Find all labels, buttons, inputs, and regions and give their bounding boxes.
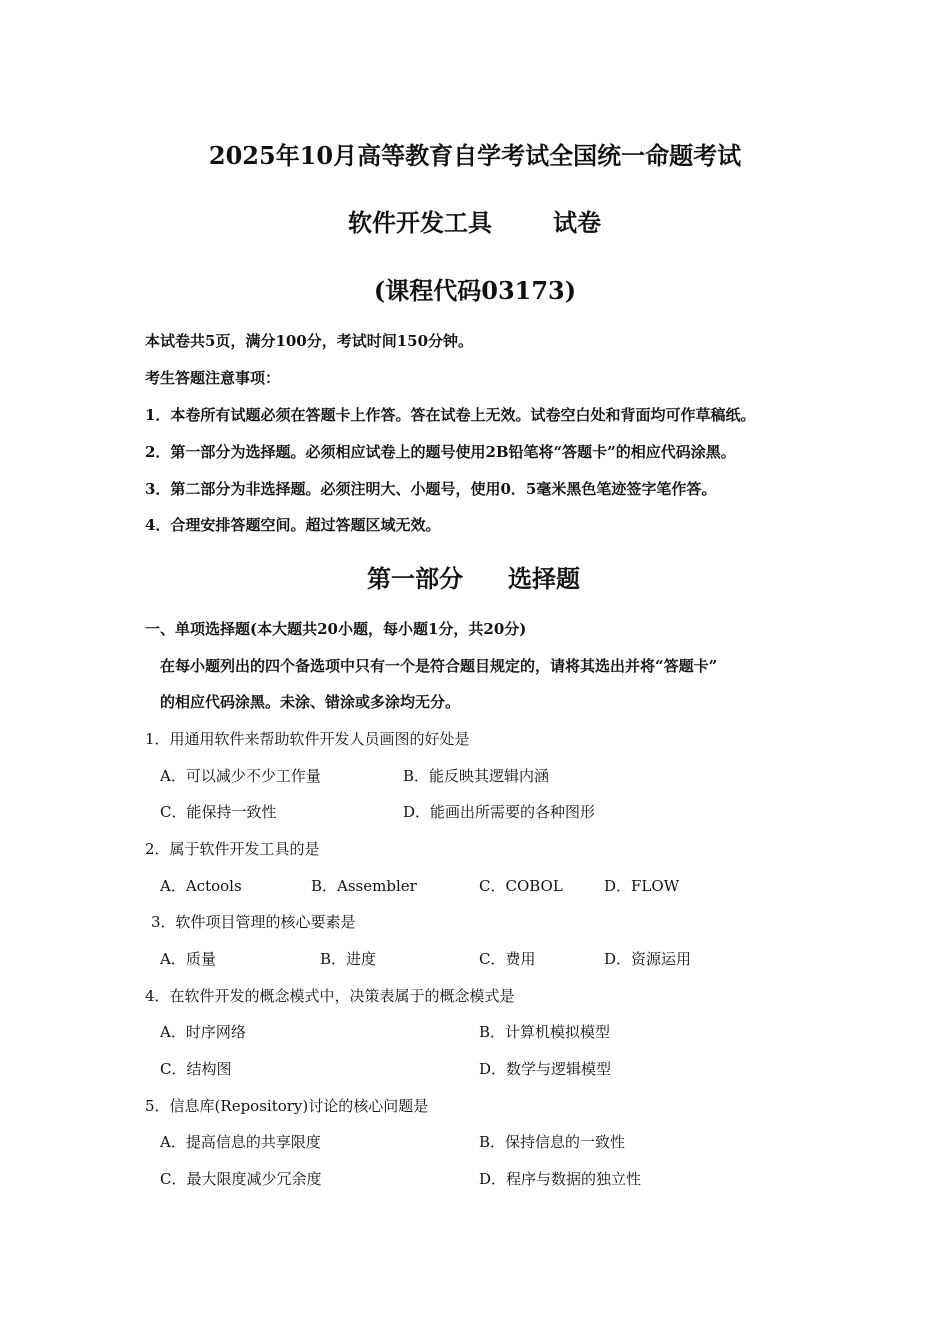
notice-item: 3．第二部分为非选择题。必须注明大、小题号，使用0．5毫米黑色笔迹签字笔作答。	[145, 480, 717, 498]
question-option: A．质量	[160, 950, 216, 968]
question-option: A．可以减少不少工作量	[160, 767, 321, 785]
question-option: C．COBOL	[479, 877, 563, 895]
question-option: B．计算机模拟模型	[479, 1023, 611, 1041]
exam-summary: 本试卷共5页，满分100分，考试时间150分钟。	[145, 332, 474, 350]
section-instruction: 的相应代码涂黑。未涂、错涂或多涂均无分。	[160, 693, 461, 711]
part-label: 第一部分	[367, 564, 463, 593]
question-option: C．结构图	[160, 1060, 232, 1078]
question-option: A．Actools	[160, 877, 242, 895]
question-stem: 5．信息库(Repository)讨论的核心问题是	[145, 1097, 429, 1115]
question-option: D．资源运用	[604, 950, 692, 968]
course-code: (课程代码03173)	[373, 276, 577, 305]
question-option: A．提高信息的共享限度	[160, 1133, 321, 1151]
question-option: D．能画出所需要的各种图形	[403, 803, 596, 821]
question-option: C．费用	[479, 950, 536, 968]
question-stem: 1．用通用软件来帮助软件开发人员画图的好处是	[145, 730, 470, 748]
section-heading: 一、单项选择题(本大题共20小题，每小题1分，共20分)	[145, 620, 527, 638]
question-option: D．FLOW	[604, 877, 680, 895]
question-option: B．Assembler	[311, 877, 417, 895]
section-instruction: 在每小题列出的四个备选项中只有一个是符合题目规定的，请将其选出并将“答题卡”	[160, 657, 718, 675]
exam-title: 2025年10月高等教育自学考试全国统一命题考试	[208, 141, 742, 170]
question-stem: 3．软件项目管理的核心要素是	[151, 913, 356, 931]
question-option: B．能反映其逻辑内涵	[403, 767, 550, 785]
notice-item: 4．合理安排答题空间。超过答题区域无效。	[145, 516, 441, 534]
question-option: B．进度	[320, 950, 377, 968]
question-option: D．数学与逻辑模型	[479, 1060, 612, 1078]
question-stem: 4．在软件开发的概念模式中，决策表属于的概念模式是	[145, 987, 515, 1005]
notice-item: 1．本卷所有试题必须在答题卡上作答。答在试卷上无效。试卷空白处和背面均可作草稿纸。	[145, 406, 756, 424]
question-option: C．最大限度减少冗余度	[160, 1170, 322, 1188]
question-option: B．保持信息的一致性	[479, 1133, 626, 1151]
question-option: C．能保持一致性	[160, 803, 277, 821]
question-option: D．程序与数据的独立性	[479, 1170, 642, 1188]
question-stem: 2．属于软件开发工具的是	[145, 840, 320, 858]
notice-item: 2．第一部分为选择题。必须相应试卷上的题号使用2B铅笔将“答题卡”的相应代码涂黑。	[145, 443, 736, 461]
question-option: A．时序网络	[160, 1023, 246, 1041]
subject-name: 软件开发工具	[348, 208, 492, 237]
paper-label: 试卷	[553, 208, 601, 237]
notice-heading: 考生答题注意事项：	[145, 369, 281, 387]
part-name: 选择题	[508, 564, 580, 593]
